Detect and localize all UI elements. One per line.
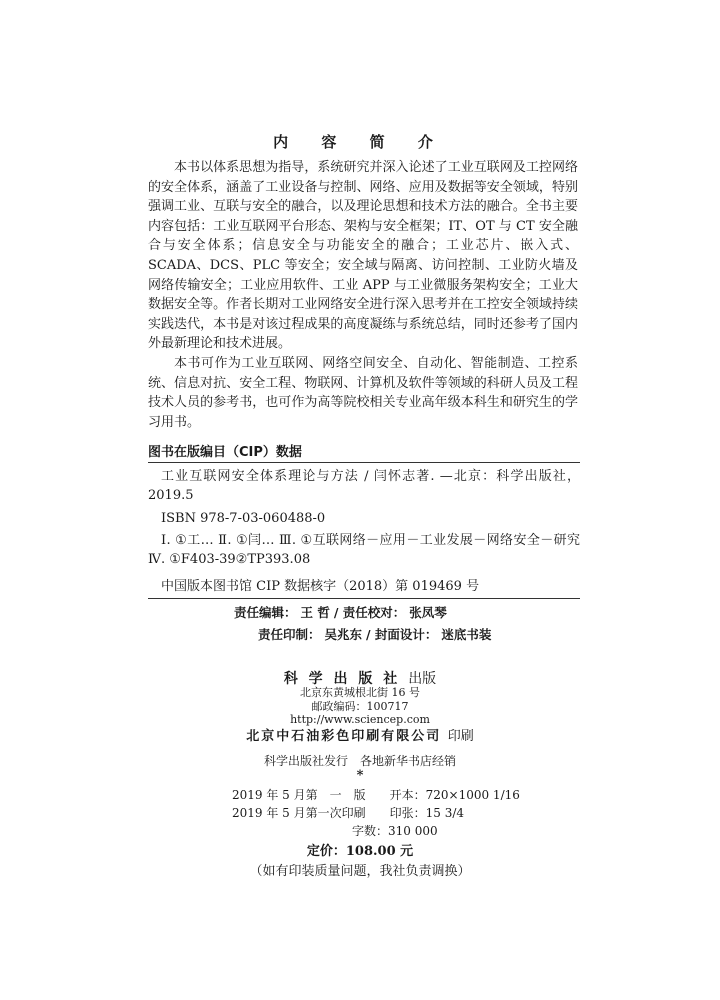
- distribution-line: 科学出版社发行 各地新华书店经销: [263, 754, 456, 768]
- editor-label: 责任编辑：: [233, 605, 297, 620]
- print-manager-name: 吴兆东: [324, 627, 362, 642]
- word-count: 字数：310 000: [232, 824, 438, 838]
- cip-title-line: 工业互联网安全体系理论与方法 / 闫怀志著. —北京：科学出版社，2019.5: [148, 469, 580, 503]
- separator: /: [365, 627, 375, 642]
- cip-record: 中国版本图书馆 CIP 数据核字（2018）第 019469 号: [161, 579, 480, 594]
- proofreader-name: 张凤琴: [409, 605, 447, 620]
- cover-design-name: 迷底书装: [441, 627, 492, 642]
- publisher-postcode: 邮政编码：100717: [311, 700, 409, 713]
- separator: /: [333, 605, 343, 620]
- cip-heading: 图书在版编目（CIP）数据: [148, 445, 302, 460]
- separator-star: *: [356, 768, 364, 783]
- intro-paragraph-1: 本书以体系思想为指导，系统研究并深入论述了工业互联网及工控网络的安全体系，涵盖了工业设备与控制、网络、应用及数据等安全领域，特别强调工业、互联与安全的融合，以及理论思想和技术方法的融合。全书主要内容包括：工业互联网平台形态、架构与安全框架；IT、OT 与 CT 安全融合与安全体系；信息安全与功能安全的融合；工业芯片、嵌入式、SCADA、DCS、PLC 等安全；安全域与隔离、访问控制、工业防火墙及网络传输安全；工业应用软件、工业 APP 与工业微服务架构安全；工业大数据安全等。作者长期对工业网络安全进行深入思考并在工控安全领域持续实践迭代，本书是对该过程成果的高度凝练与系统总结，同时还参考了国内外最新理论和技术进展。: [148, 160, 578, 352]
- intro-paragraph-2: 本书可作为工业互联网、网络空间安全、自动化、智能制造、工控系统、信息对抗、安全工程、物联网、计算机及软件等领域的科研人员及工程技术人员的参考书，也可作为高等院校相关专业高年级本科生和研究生的学习用书。: [148, 355, 578, 430]
- cover-design-label: 封面设计：: [374, 627, 438, 642]
- cip-isbn: ISBN 978-7-03-060488-0: [161, 511, 326, 526]
- publisher-name: [0, 668, 720, 688]
- price: 定价：108.00 元: [306, 844, 414, 859]
- cip-bottom-divider: [148, 598, 580, 599]
- editors-line-2: [148, 625, 580, 643]
- cip-top-divider: [148, 462, 580, 463]
- quality-notice: （如有印装质量问题，我社负责调换）: [249, 864, 471, 879]
- cip-classification: Ⅰ. ①工… Ⅱ. ①闫… Ⅲ. ①互联网络－应用－工业发展－网络安全－研究 Ⅳ. ①F403-39②TP393.08: [148, 533, 580, 567]
- print-manager-label: 责任印制：: [257, 627, 321, 642]
- publisher-name-text: 科 学 出 版 社: [283, 671, 401, 687]
- publisher-website: http://www.sciencep.com: [290, 713, 430, 726]
- printer-name: 北京中石油彩色印刷有限公司: [246, 729, 442, 744]
- editors-line-1: [148, 603, 580, 621]
- edition-line-1: 2019 年 5 月第 一 版 开本：720×1000 1/16: [232, 788, 520, 802]
- printer-suffix: 印刷: [447, 729, 474, 744]
- printer-line: [0, 725, 720, 744]
- publisher-address: 北京东黄城根北街 16 号: [300, 686, 420, 699]
- edition-line-2: 2019 年 5 月第一次印刷 印张：15 3/4: [232, 806, 465, 820]
- intro-text: [148, 158, 578, 432]
- proofreader-label: 责任校对：: [342, 605, 406, 620]
- editor-name: 王 哲: [300, 605, 330, 620]
- section-title: 内 容 简 介: [273, 133, 447, 151]
- publisher-suffix: 出版: [408, 671, 437, 687]
